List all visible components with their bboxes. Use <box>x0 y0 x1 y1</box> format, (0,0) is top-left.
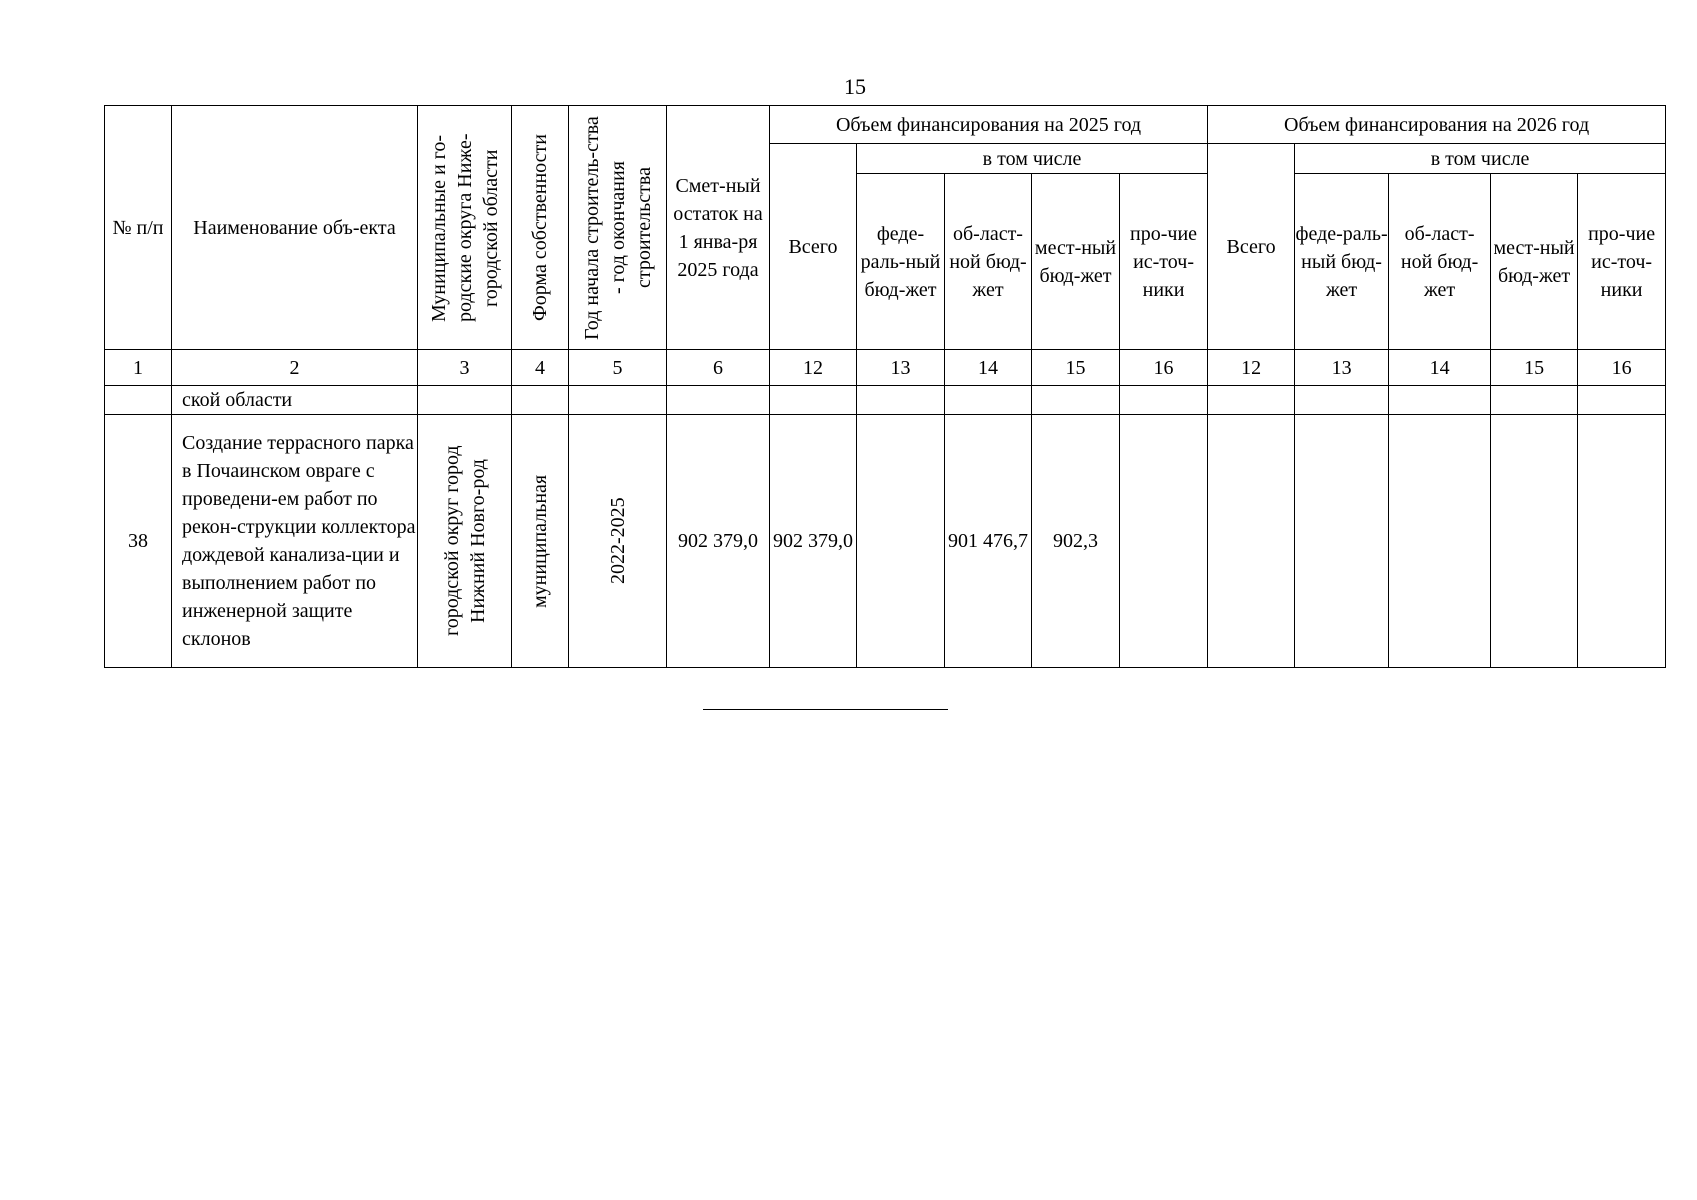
cell <box>1208 386 1295 415</box>
cell <box>667 386 770 415</box>
continuation-row <box>105 386 1666 415</box>
header-total-2025: Всего <box>770 144 857 350</box>
header-total-2026: Всего <box>1208 144 1295 350</box>
header-other-2026: про-чие ис-точ-ники <box>1578 174 1666 350</box>
cell <box>857 386 945 415</box>
header-federal-2026: феде-раль-ный бюд-жет <box>1295 174 1389 350</box>
column-number: 3 <box>418 350 512 386</box>
table-row <box>105 415 1666 668</box>
column-number: 12 <box>770 350 857 386</box>
municipality: городской округ город Нижний Новго-род <box>418 415 512 668</box>
header-including-2025: в том числе <box>857 144 1208 174</box>
header-num: № п/п <box>105 106 172 350</box>
local-2025: 902,3 <box>1032 415 1120 668</box>
column-number: 2 <box>172 350 418 386</box>
column-number: 5 <box>569 350 667 386</box>
header-including-2026: в том числе <box>1295 144 1666 174</box>
regional-2026 <box>1389 415 1491 668</box>
column-number: 12 <box>1208 350 1295 386</box>
header-name: Наименование объ-екта <box>172 106 418 350</box>
column-number: 16 <box>1578 350 1666 386</box>
column-number: 14 <box>945 350 1032 386</box>
continuation-text: ской области <box>172 386 418 415</box>
page-number: 15 <box>844 74 866 99</box>
header-years: Год начала строитель-ства - год окончания строительства <box>569 106 667 350</box>
header-financing-2025: Объем финансирования на 2025 год <box>770 106 1208 144</box>
object-name: Создание террасного парка в Почаинском овраге с проведени-ем работ по рекон-струкции коллектора дождевой канализа-ции и выполнением работ по инженерной защите склонов <box>172 415 418 668</box>
cell <box>945 386 1032 415</box>
column-number: 4 <box>512 350 569 386</box>
cell <box>1578 386 1666 415</box>
column-number: 15 <box>1032 350 1120 386</box>
footer-rule <box>703 709 948 710</box>
regional-2025: 901 476,7 <box>945 415 1032 668</box>
column-number: 6 <box>667 350 770 386</box>
column-number: 13 <box>1295 350 1389 386</box>
other-2026 <box>1578 415 1666 668</box>
other-2025 <box>1120 415 1208 668</box>
header-regional-2025: об-ласт-ной бюд-жет <box>945 174 1032 350</box>
total-2026 <box>1208 415 1295 668</box>
header-local-2025: мест-ный бюд-жет <box>1032 174 1120 350</box>
row-number: 38 <box>105 415 172 668</box>
column-number: 14 <box>1389 350 1491 386</box>
header-financing-2026: Объем финансирования на 2026 год <box>1208 106 1666 144</box>
cell <box>569 386 667 415</box>
construction-years: 2022-2025 <box>569 415 667 668</box>
column-number-row <box>105 350 1666 386</box>
cell <box>1491 386 1578 415</box>
cell <box>770 386 857 415</box>
header-federal-2025: феде-раль-ный бюд-жет <box>857 174 945 350</box>
cell <box>418 386 512 415</box>
column-number: 16 <box>1120 350 1208 386</box>
cell <box>105 386 172 415</box>
column-number: 13 <box>857 350 945 386</box>
header-local-2026: мест-ный бюд-жет <box>1491 174 1578 350</box>
header-regional-2026: об-ласт-ной бюд-жет <box>1389 174 1491 350</box>
financing-table <box>104 105 1666 668</box>
federal-2026 <box>1295 415 1389 668</box>
header-municipality: Муниципальные и го-родские округа Ниже-городской области <box>418 106 512 350</box>
total-2025: 902 379,0 <box>770 415 857 668</box>
cell <box>512 386 569 415</box>
remaining-cost: 902 379,0 <box>667 415 770 668</box>
cell <box>1032 386 1120 415</box>
header-remaining: Смет-ный остаток на 1 янва-ря 2025 года <box>667 106 770 350</box>
column-number: 1 <box>105 350 172 386</box>
column-number: 15 <box>1491 350 1578 386</box>
cell <box>1389 386 1491 415</box>
header-other-2025: про-чие ис-точ-ники <box>1120 174 1208 350</box>
cell <box>1295 386 1389 415</box>
ownership: муниципальная <box>512 415 569 668</box>
header-ownership: Форма собственности <box>512 106 569 350</box>
cell <box>1120 386 1208 415</box>
federal-2025 <box>857 415 945 668</box>
local-2026 <box>1491 415 1578 668</box>
